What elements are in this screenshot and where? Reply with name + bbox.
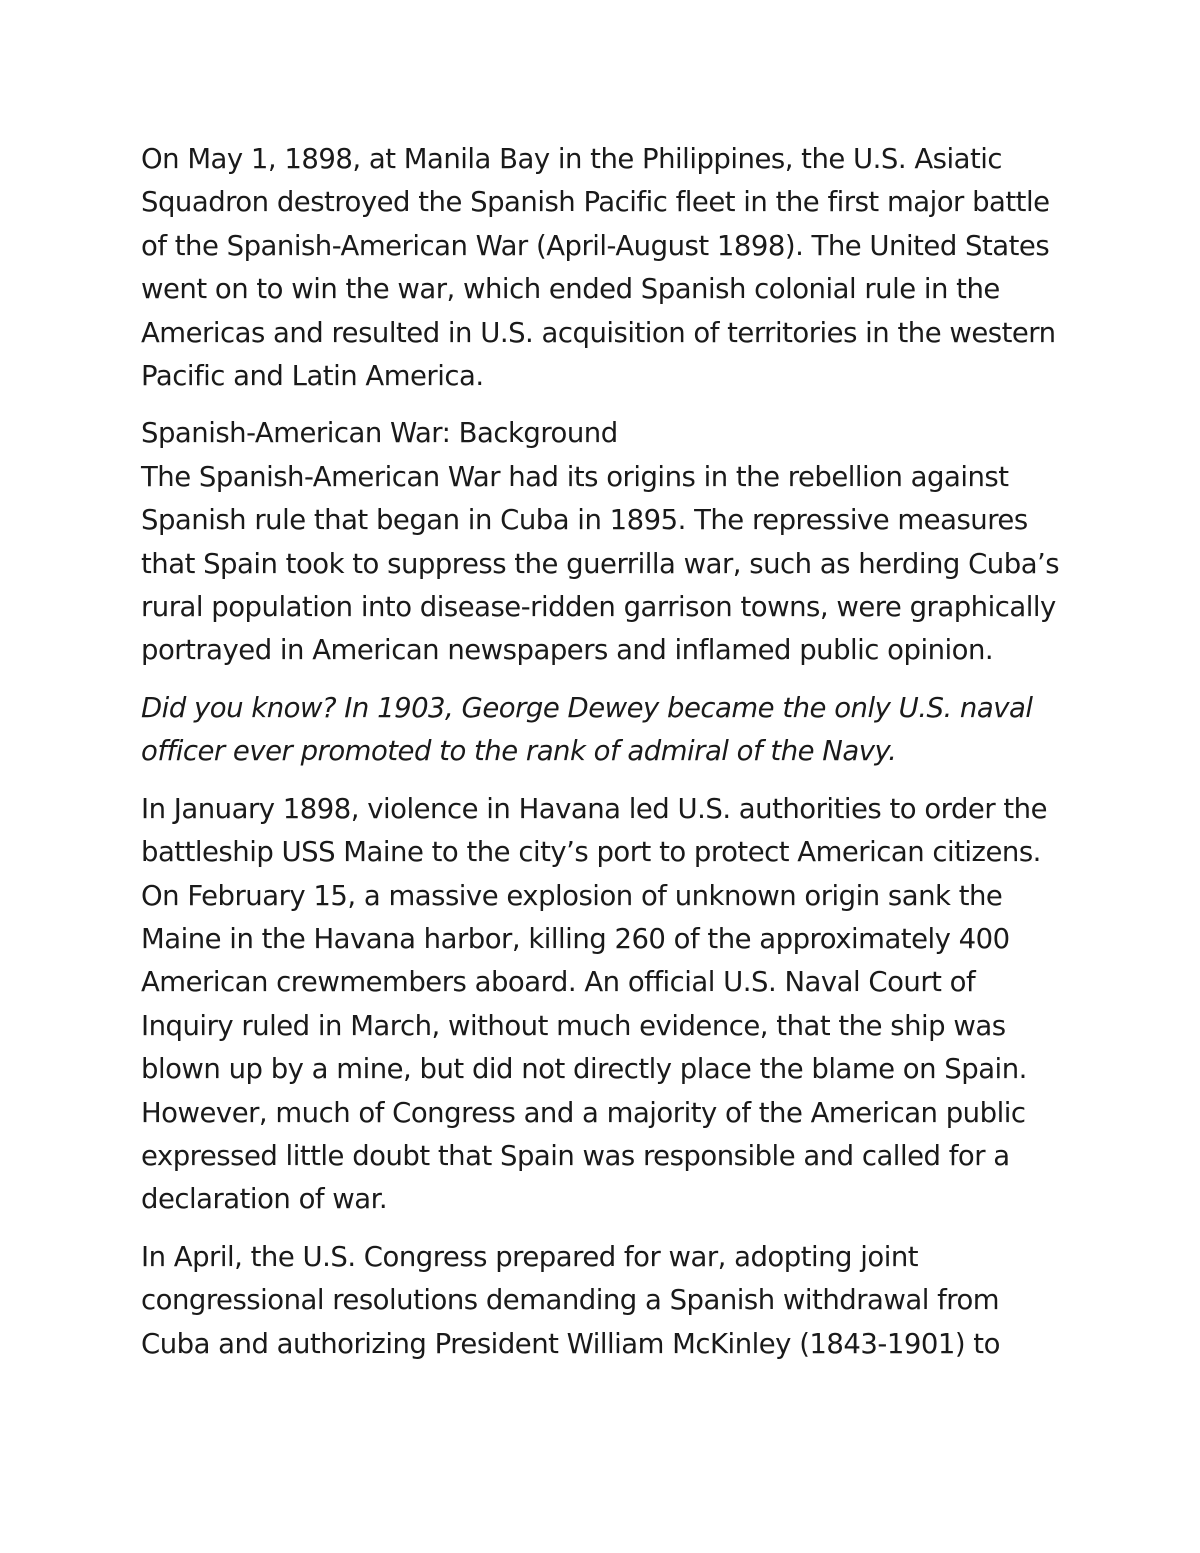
document-page <box>141 138 1071 1380</box>
background-paragraph: The Spanish-American War had its origins in the rebellion against Spanish rule that began in Cuba in 1895. The repressive measures that Spain took to suppress the guerrilla war, such as herding Cuba’s rural population into disease-ridden garrison towns, were graphically portrayed in American newspapers and inflamed public opinion. <box>141 460 1060 667</box>
background-section <box>141 412 1071 672</box>
maine-paragraph: In January 1898, violence in Havana led U.S. authorities to order the battleship USS Maine to the city’s port to protect American citizens. On February 15, a massive explosion of unknown origin sank the Maine in the Havana harbor, killing 260 of the approximately 400 American crewmembers aboard. An official U.S. Naval Court of Inquiry ruled in March, without much evidence, that the ship was blown up by a mine, but did not directly place the blame on Spain. However, much of Congress and a majority of the American public expressed little doubt that Spain was responsible and called for a declaration of war. <box>141 792 1048 1216</box>
intro-paragraph: On May 1, 1898, at Manila Bay in the Philippines, the U.S. Asiatic Squadron destroyed the Spanish Pacific fleet in the first major battle of the Spanish-American War (April-August 1898). The United States went on to win the war, which ended Spanish colonial rule in the Americas and resulted in U.S. acquisition of territories in the western Pacific and Latin America. <box>141 143 1056 393</box>
section-heading: Spanish-American War: Background <box>141 417 618 450</box>
congress-paragraph: In April, the U.S. Congress prepared for war, adopting joint congressional resolutions demanding a Spanish withdrawal from Cuba and authorizing President William McKinley (1843-1901) to <box>141 1240 1000 1360</box>
did-you-know-paragraph: Did you know? In 1903, George Dewey became the only U.S. naval officer ever promoted to the rank of admiral of the Navy. <box>141 691 1033 768</box>
